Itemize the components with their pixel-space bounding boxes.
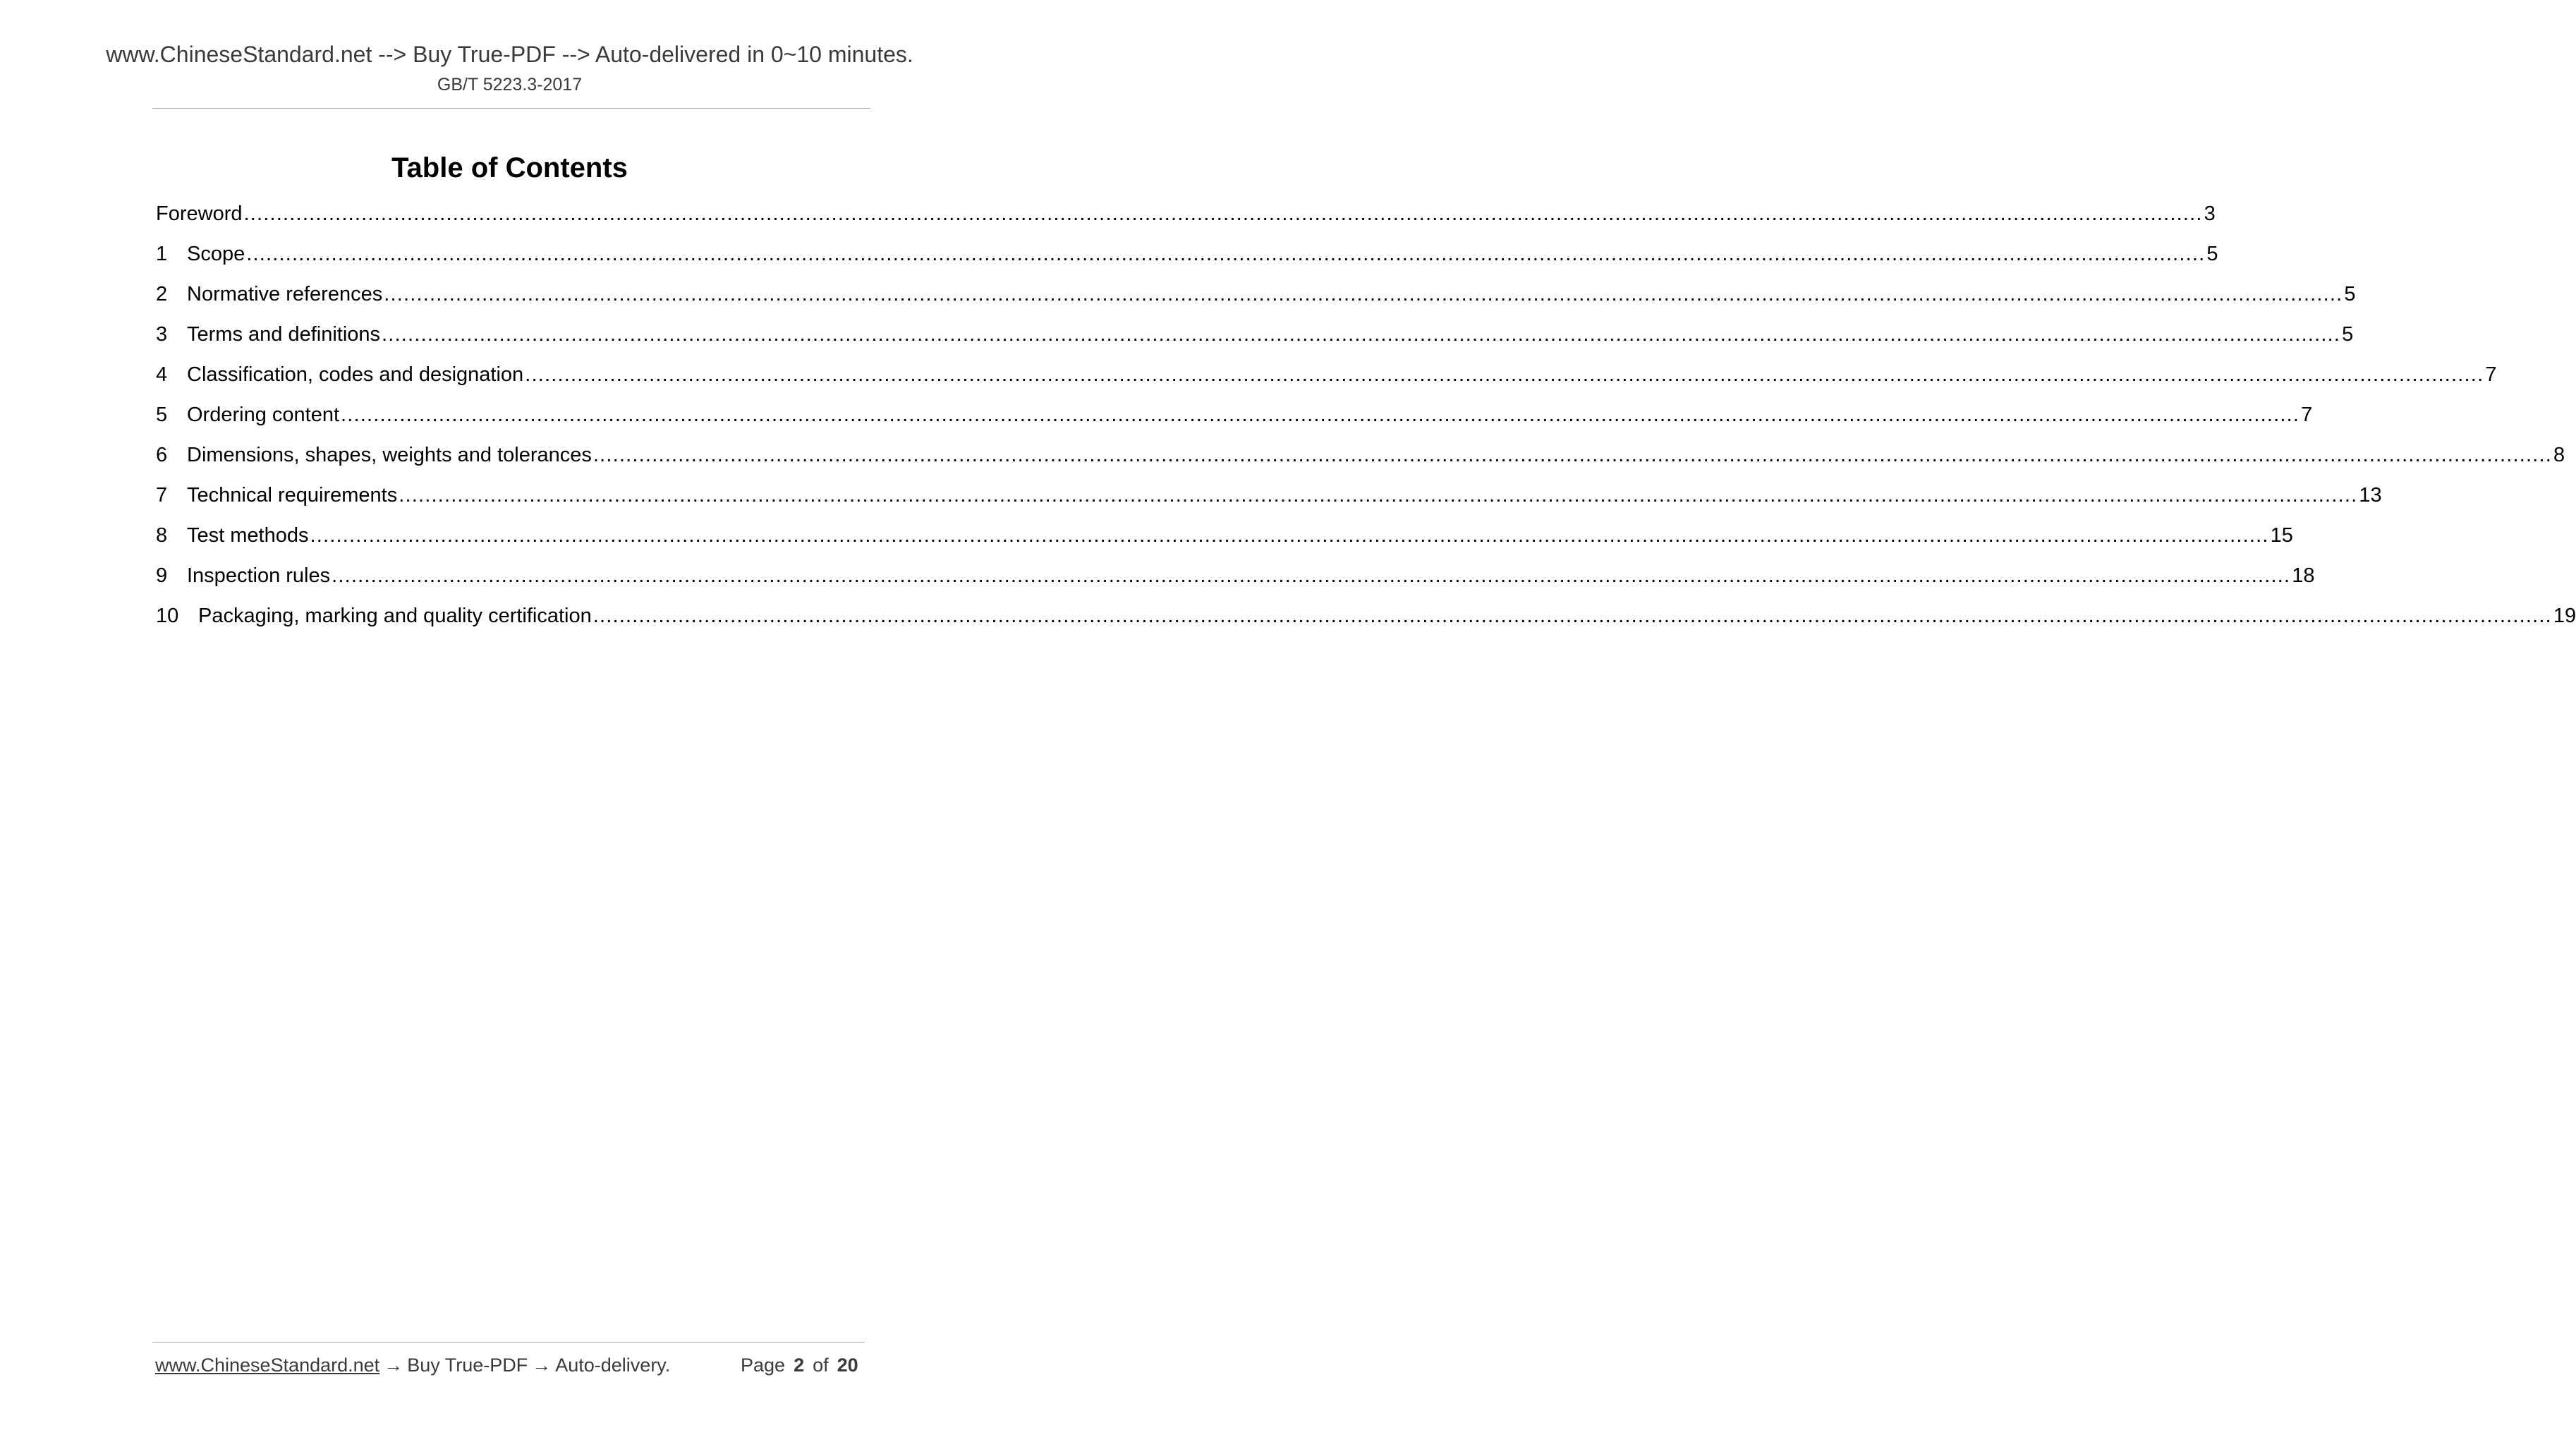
toc-entry-title: Foreword xyxy=(156,202,243,225)
toc-dot-leader: ............................................................................................................................................................................................................................................................................................................ xyxy=(525,363,2484,386)
footer-site-link[interactable]: www.ChineseStandard.net xyxy=(155,1355,380,1376)
toc-entry[interactable] xyxy=(156,240,2218,280)
toc-entry-number: 6 xyxy=(156,444,168,466)
toc-dot-leader: ............................................................................................................................................................................................................................................................................................................ xyxy=(310,524,2269,547)
footer-delivery-text: Auto-delivery. xyxy=(555,1355,671,1376)
footer-promo xyxy=(155,1352,670,1378)
toc-title: Table of Contents xyxy=(391,152,628,183)
toc-entry-number: 10 xyxy=(156,605,179,627)
toc-entry-page: 19 xyxy=(2553,605,2576,627)
toc-entry-number: 8 xyxy=(156,524,168,547)
toc-entry-page: 5 xyxy=(2342,323,2354,346)
arrow-right-icon: → xyxy=(532,1355,552,1376)
toc-dot-leader: ............................................................................................................................................................................................................................................................................................................ xyxy=(246,243,2206,265)
toc-entry[interactable] xyxy=(156,562,2315,602)
toc-entry-page: 15 xyxy=(2270,524,2293,547)
toc-dot-leader: ............................................................................................................................................................................................................................................................................................................ xyxy=(243,202,2203,225)
toc-entry-page: 8 xyxy=(2553,444,2565,466)
toc-entry-title: Terms and definitions xyxy=(187,323,381,346)
standard-code: GB/T 5223.3-2017 xyxy=(437,75,583,95)
toc-entry-title: Inspection rules xyxy=(187,564,331,587)
toc-entry-title: Dimensions, shapes, weights and tolerances xyxy=(187,444,592,466)
toc-entry[interactable] xyxy=(156,521,2293,562)
toc-entry-number: 7 xyxy=(156,484,168,507)
toc-dot-leader: ............................................................................................................................................................................................................................................................................................................ xyxy=(384,283,2343,305)
toc-entry[interactable] xyxy=(156,320,2354,360)
toc-entry[interactable] xyxy=(156,200,2216,240)
toc-entry-page: 5 xyxy=(2344,283,2356,305)
toc-entry-number: 2 xyxy=(156,283,168,305)
toc-dot-leader: ............................................................................................................................................................................................................................................................................................................ xyxy=(382,323,2341,346)
toc-entry[interactable] xyxy=(156,401,2313,441)
footer-divider xyxy=(152,1342,865,1343)
toc-entry[interactable] xyxy=(156,602,2576,642)
toc-entry[interactable] xyxy=(156,280,2356,320)
toc-dot-leader: ............................................................................................................................................................................................................................................................................................................ xyxy=(593,605,2552,627)
toc-entry-number: 1 xyxy=(156,243,168,265)
page-of-label: of xyxy=(813,1355,829,1376)
arrow-right-icon: → xyxy=(384,1355,403,1376)
toc-entry-title: Ordering content xyxy=(187,404,340,426)
toc-dot-leader: ............................................................................................................................................................................................................................................................................................................ xyxy=(593,444,2553,466)
page-current: 2 xyxy=(794,1355,805,1376)
toc-entry-title: Normative references xyxy=(187,283,383,305)
page-total: 20 xyxy=(837,1355,858,1376)
toc-entry-page: 7 xyxy=(2485,363,2497,386)
toc-dot-leader: ............................................................................................................................................................................................................................................................................................................ xyxy=(399,484,2358,507)
toc-entry-page: 13 xyxy=(2359,484,2382,507)
toc-entry-number: 5 xyxy=(156,404,168,426)
toc-list xyxy=(156,200,2576,642)
toc-entry-number: 4 xyxy=(156,363,168,386)
top-banner: www.ChineseStandard.net --> Buy True-PDF --> Auto-delivered in 0~10 minutes. xyxy=(106,42,913,67)
toc-dot-leader: ............................................................................................................................................................................................................................................................................................................ xyxy=(332,564,2291,587)
toc-entry[interactable] xyxy=(156,481,2382,521)
page-indicator xyxy=(741,1352,858,1378)
toc-dot-leader: ............................................................................................................................................................................................................................................................................................................ xyxy=(341,404,2300,426)
toc-entry-title: Classification, codes and designation xyxy=(187,363,524,386)
toc-entry[interactable] xyxy=(156,441,2565,481)
toc-entry-number: 9 xyxy=(156,564,168,587)
toc-entry[interactable] xyxy=(156,360,2497,401)
toc-entry-page: 18 xyxy=(2292,564,2315,587)
footer-buy-text: Buy True-PDF xyxy=(407,1355,528,1376)
toc-entry-number: 3 xyxy=(156,323,168,346)
page-label: Page xyxy=(741,1355,786,1376)
toc-entry-page: 3 xyxy=(2204,202,2216,225)
toc-entry-page: 7 xyxy=(2301,404,2313,426)
toc-entry-title: Scope xyxy=(187,243,245,265)
toc-entry-title: Packaging, marking and quality certification xyxy=(198,605,592,627)
toc-entry-title: Technical requirements xyxy=(187,484,398,507)
header-divider xyxy=(152,108,870,109)
toc-entry-page: 5 xyxy=(2206,243,2218,265)
toc-entry-title: Test methods xyxy=(187,524,309,547)
